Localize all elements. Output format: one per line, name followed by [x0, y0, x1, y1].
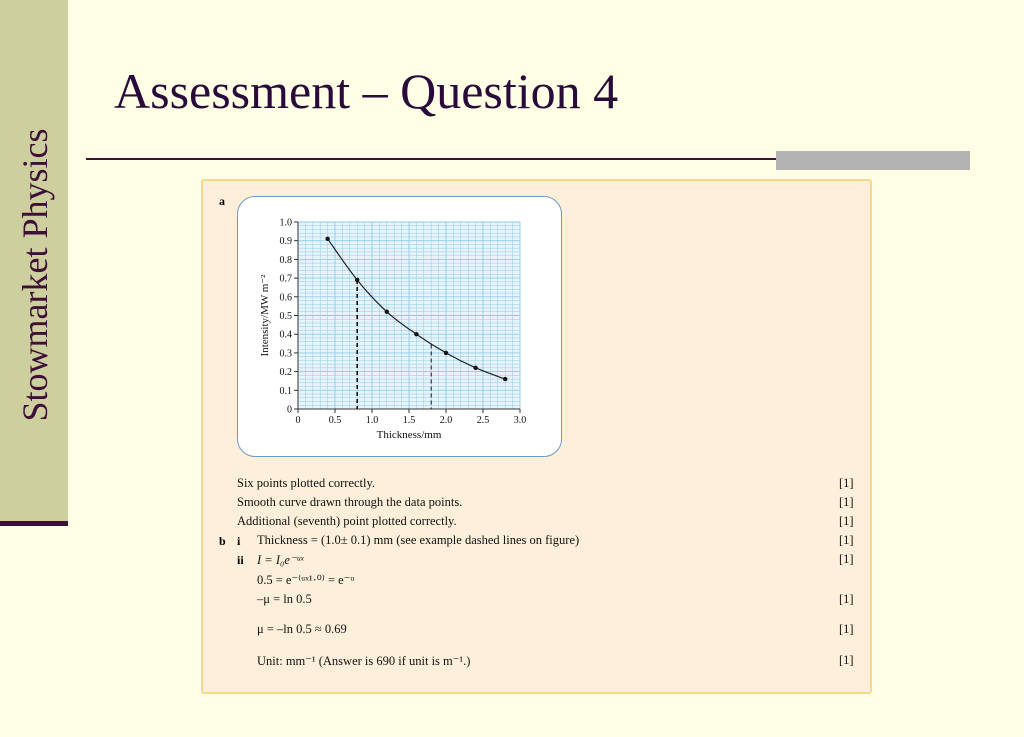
title-underline-accent [776, 151, 970, 170]
sidebar-rule [0, 521, 68, 526]
answer-line-1: Six points plotted correctly. [237, 476, 376, 490]
x-tick-label: 1.0 [365, 415, 379, 426]
answer-mark-4: [1] [839, 533, 854, 547]
answer-panel [201, 179, 872, 694]
y-tick-label: 0.5 [279, 311, 292, 322]
part-b-ii-label: ii [237, 553, 244, 567]
answer-line-2: Smooth curve drawn through the data points. [237, 495, 463, 509]
sidebar-title: Stowmarket Physics [15, 128, 55, 422]
chart-card [237, 196, 562, 457]
answer-line-6: 0.5 = e⁻⁽ᵘˣ¹·⁰⁾ = e⁻ᵘ [257, 573, 355, 587]
answer-mark-3: [1] [839, 514, 854, 528]
answer-mark-1: [1] [839, 476, 854, 490]
answer-line-5: I = I₀e⁻ᵘˣ [257, 553, 304, 567]
intensity-thickness-chart [238, 197, 563, 458]
slide-title: Assessment – Question 4 [114, 63, 619, 119]
y-tick-label: 1.0 [279, 217, 292, 229]
y-tick-label: 0.2 [279, 367, 292, 379]
sidebar-band [0, 0, 68, 522]
x-tick-label: 2.5 [476, 415, 490, 426]
part-b-label: b [219, 534, 226, 548]
data-point [414, 332, 418, 336]
y-tick-label: 0.6 [279, 292, 292, 304]
data-point [444, 351, 448, 355]
answer-mark-8: [1] [839, 622, 854, 636]
y-tick-label: 0 [287, 404, 292, 416]
x-axis-title: Thickness/mm [376, 429, 442, 441]
answer-mark-5: [1] [839, 552, 854, 566]
x-tick-label: 2.0 [439, 415, 453, 426]
x-tick-label: 3.0 [513, 415, 527, 426]
part-a-label: a [219, 194, 225, 208]
answer-line-7: –μ = ln 0.5 [257, 592, 312, 606]
data-point [473, 366, 477, 370]
y-tick-label: 0.7 [279, 273, 292, 285]
answer-mark-7: [1] [839, 592, 854, 606]
answer-mark-9: [1] [839, 653, 854, 667]
data-point [355, 278, 359, 282]
data-point [325, 237, 329, 241]
answer-line-3: Additional (seventh) point plotted correctly. [237, 514, 457, 528]
y-tick-label: 0.4 [279, 329, 292, 341]
y-tick-label: 0.8 [279, 254, 292, 266]
answer-mark-2: [1] [839, 495, 854, 509]
x-tick-label: 0 [295, 415, 301, 426]
y-tick-label: 0.1 [279, 385, 292, 397]
y-tick-label: 0.3 [279, 348, 292, 360]
y-axis-title: Intensity/MW m⁻² [259, 274, 271, 357]
part-b-i-label: i [237, 534, 241, 548]
x-tick-label: 1.5 [402, 415, 416, 426]
data-point [385, 310, 389, 314]
data-point [503, 377, 507, 381]
answer-line-9: Unit: mm⁻¹ (Answer is 690 if unit is m⁻¹.) [257, 654, 471, 668]
y-tick-label: 0.9 [279, 236, 292, 248]
x-tick-label: 0.5 [328, 415, 342, 426]
answer-line-8: μ = –ln 0.5 ≈ 0.69 [257, 622, 347, 636]
answer-line-4: Thickness = (1.0± 0.1) mm (see example dashed lines on figure) [257, 533, 580, 547]
